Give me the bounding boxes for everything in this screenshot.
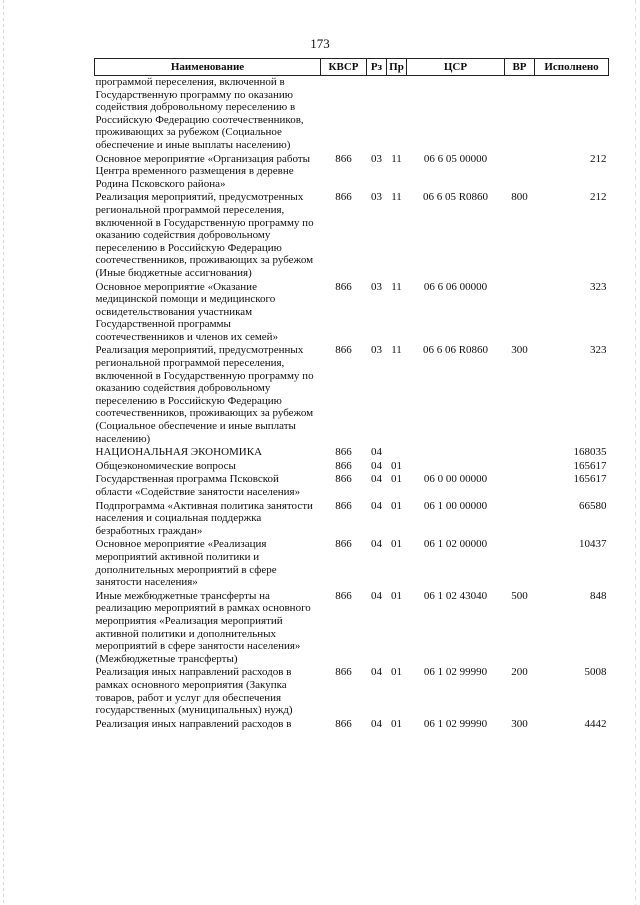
cell-pr: 01: [391, 499, 402, 512]
cell-csr: 06 0 00 00000: [423, 473, 488, 486]
cell-name: Реализация мероприятий, предусмотренных региональной программой переселения, включенной в Государственную программу по оказанию содействия добровольному переселению в Российскую Федерацию соотечественников, проживающих за рубежом (Социальное обеспечение и иные выплаты населению): [95, 344, 314, 445]
cell-isp: [535, 76, 609, 153]
cell-isp: 5008: [584, 666, 607, 679]
cell-rz: 04: [371, 589, 382, 602]
cell-pr: 01: [391, 666, 402, 679]
cell-name: Основное мероприятие «Организация работы Центра временного размещения в деревне Родина Псковского района»: [95, 152, 311, 190]
cell-pr: [387, 446, 407, 460]
cell-csr: 06 1 02 99990: [423, 717, 488, 730]
cell-csr: 06 6 05 00000: [423, 152, 488, 165]
cell-rz: 04: [371, 499, 382, 512]
header-kvsr: КВСР: [321, 59, 367, 76]
table-header-row: [95, 59, 609, 76]
cell-pr: 01: [391, 538, 402, 551]
cell-vr: 300: [511, 344, 528, 357]
cell-rz: 04: [371, 666, 382, 679]
table-row: [95, 473, 609, 499]
cell-name: Основное мероприятие «Реализация мероприятий активной политики и дополнительных мероприятий в сфере занятости населения»: [95, 538, 277, 589]
header-pr: Пр: [387, 59, 407, 76]
cell-name: Общеэкономические вопросы: [95, 459, 236, 472]
cell-kvsr: 866: [335, 538, 352, 551]
cell-kvsr: 866: [335, 191, 352, 204]
cell-rz: [367, 76, 387, 153]
cell-kvsr: 866: [335, 473, 352, 486]
cell-pr: 11: [391, 152, 402, 165]
header-csr: ЦСР: [407, 59, 505, 76]
cell-csr: 06 1 02 43040: [423, 589, 488, 602]
cell-vr: [505, 446, 535, 460]
cell-name: Реализация иных направлений расходов в: [95, 717, 292, 730]
cell-pr: 11: [391, 280, 402, 293]
table-row: [95, 666, 609, 717]
cell-vr: [505, 460, 535, 474]
header-vr: ВР: [505, 59, 535, 76]
table-row: [95, 590, 609, 667]
cell-kvsr: 866: [335, 459, 352, 472]
cell-vr: 300: [511, 717, 528, 730]
cell-kvsr: 866: [335, 666, 352, 679]
scan-edge-right: [635, 0, 636, 905]
cell-vr: 800: [511, 191, 528, 204]
cell-vr: [505, 76, 535, 153]
cell-name: Государственная программа Псковской области «Содействие занятости населения»: [95, 473, 301, 498]
cell-pr: [387, 76, 407, 153]
header-name: Наименование: [95, 59, 321, 76]
cell-isp: 165617: [573, 459, 607, 472]
cell-csr: 06 1 02 00000: [423, 538, 488, 551]
budget-table-container: [94, 58, 608, 731]
cell-kvsr: 866: [335, 446, 352, 459]
cell-pr: 01: [391, 473, 402, 486]
cell-isp: 212: [590, 191, 607, 204]
cell-vr: [505, 153, 535, 192]
cell-csr: 06 1 00 00000: [423, 499, 488, 512]
table-row: [95, 460, 609, 474]
table-row: [95, 76, 609, 153]
cell-vr: 500: [511, 589, 528, 602]
cell-isp: 168035: [573, 446, 607, 459]
cell-kvsr: 866: [335, 344, 352, 357]
cell-kvsr: 866: [335, 280, 352, 293]
cell-csr: [407, 446, 505, 460]
cell-isp: 323: [590, 280, 607, 293]
cell-isp: 848: [590, 589, 607, 602]
header-rz: Рз: [367, 59, 387, 76]
cell-rz: 03: [371, 280, 382, 293]
cell-isp: 165617: [573, 473, 607, 486]
table-row: [95, 446, 609, 460]
cell-isp: 212: [590, 152, 607, 165]
table-body: [95, 76, 609, 732]
cell-rz: 04: [371, 446, 382, 459]
cell-kvsr: 866: [335, 152, 352, 165]
cell-rz: 04: [371, 473, 382, 486]
cell-pr: 01: [391, 459, 402, 472]
table-row: [95, 500, 609, 539]
cell-vr: [505, 281, 535, 345]
cell-csr: 06 6 06 00000: [423, 280, 488, 293]
cell-name: Основное мероприятие «Оказание медицинской помощи и медицинского освидетельствования участникам Государственной программы соотечественников и членов их семей»: [95, 280, 279, 343]
header-isp: Исполнено: [535, 59, 609, 76]
cell-kvsr: 866: [335, 717, 352, 730]
cell-rz: 04: [371, 459, 382, 472]
scan-edge-left: [3, 0, 4, 905]
cell-csr: [407, 460, 505, 474]
cell-rz: 03: [371, 344, 382, 357]
cell-name: Иные межбюджетные трансферты на реализацию мероприятий в рамках основного мероприятия «Реализация мероприятий активной политики и дополнительных мероприятий в сфере занятости населения» (Межбюджетные трансферты): [95, 589, 311, 665]
cell-pr: 01: [391, 589, 402, 602]
table-row: [95, 191, 609, 280]
cell-vr: [505, 500, 535, 539]
table-row: [95, 718, 609, 732]
cell-vr: [505, 473, 535, 499]
cell-name: Подпрограмма «Активная политика занятости населения и социальная поддержка безработных граждан»: [95, 499, 313, 537]
cell-csr: 06 6 06 R0860: [422, 344, 489, 357]
cell-isp: 323: [590, 344, 607, 357]
cell-csr: [407, 76, 505, 153]
table-row: [95, 281, 609, 345]
cell-pr: 01: [391, 717, 402, 730]
cell-vr: [505, 538, 535, 589]
cell-rz: 03: [371, 191, 382, 204]
cell-csr: 06 1 02 99990: [423, 666, 488, 679]
cell-isp: 4442: [584, 717, 607, 730]
cell-name: Реализация иных направлений расходов в рамках основного мероприятия (Закупка товаров, работ и услуг для обеспечения государственных (муниципальных) нужд): [95, 666, 293, 717]
table-row: [95, 538, 609, 589]
budget-table: [94, 58, 609, 731]
cell-name: программой переселения, включенной в Государственную программу по оказанию содействия добровольному переселению в Российскую Федерацию соотечественников, проживающих за рубежом (Социальное обеспечение и иные выплаты населению): [95, 76, 304, 151]
cell-kvsr: [321, 76, 367, 153]
cell-name: Реализация мероприятий, предусмотренных региональной программой переселения, включенной в Государственную программу по оказанию содействия добровольному переселению в Российскую Федерацию соотечественников, проживающих за рубежом (Иные бюджетные ассигнования): [95, 191, 314, 279]
cell-rz: 04: [371, 717, 382, 730]
cell-pr: 11: [391, 191, 402, 204]
page-number: 173: [310, 36, 330, 51]
cell-csr: 06 6 05 R0860: [422, 191, 489, 204]
cell-isp: 10437: [579, 538, 607, 551]
cell-name: НАЦИОНАЛЬНАЯ ЭКОНОМИКА: [95, 446, 263, 459]
table-row: [95, 344, 609, 446]
cell-pr: 11: [391, 344, 402, 357]
cell-kvsr: 866: [335, 589, 352, 602]
table-row: [95, 153, 609, 192]
cell-rz: 04: [371, 538, 382, 551]
cell-isp: 66580: [579, 499, 607, 512]
cell-rz: 03: [371, 152, 382, 165]
cell-kvsr: 866: [335, 499, 352, 512]
cell-vr: 200: [511, 666, 528, 679]
